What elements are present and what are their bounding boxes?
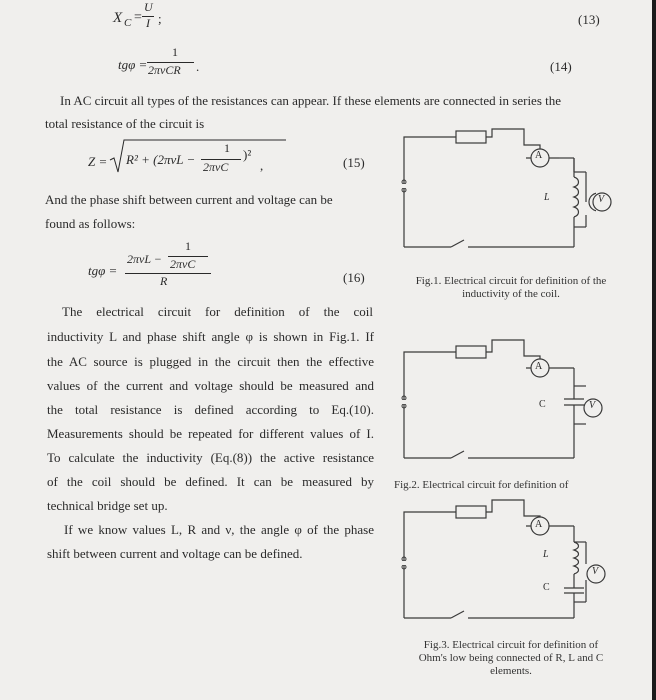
paragraph-line: In AC circuit all types of the resistances can appear. If these elements are connected in series the bbox=[60, 93, 562, 108]
equation-number: (16) bbox=[343, 270, 365, 285]
paragraph-line: total resistance of the circuit is bbox=[45, 116, 205, 131]
equation-number: (13) bbox=[578, 12, 600, 27]
equation-number: (14) bbox=[550, 59, 572, 74]
capacitor-label: C bbox=[539, 399, 546, 410]
inductor-label: L bbox=[543, 549, 549, 560]
circuit-diagram-2 bbox=[396, 336, 606, 466]
paragraph-line: the total resistance is defined according to Eq.(10). bbox=[47, 402, 374, 417]
figure-caption: Fig.2. Electrical circuit for definition of bbox=[394, 479, 569, 491]
paragraph-line: If we know values L, R and ν, the angle φ of the phase bbox=[64, 522, 374, 537]
voltmeter-label: V bbox=[589, 400, 596, 411]
paragraph-line: The electrical circuit for definition of the coil bbox=[62, 304, 373, 319]
paragraph-line: To calculate the inductivity (Eq.(8)) the active resistance bbox=[47, 450, 374, 465]
inductor-label: L bbox=[544, 192, 550, 203]
circuit-diagram-1 bbox=[396, 127, 596, 257]
paragraph-line: And the phase shift between current and voltage can be bbox=[45, 192, 333, 207]
ammeter-label: A bbox=[535, 519, 543, 530]
voltmeter-label: V bbox=[592, 566, 599, 577]
paragraph-line: the AC source is plugged in the circuit then the effective bbox=[47, 354, 374, 369]
figure-caption: Fig.3. Electrical circuit for definition of Ohm's low being connected of R, L and C elements. bbox=[418, 639, 604, 677]
paragraph-line: technical bridge set up. bbox=[47, 498, 168, 513]
circuit-diagram-3 bbox=[396, 498, 606, 628]
paragraph-line: shift between current and voltage can be defined. bbox=[47, 546, 303, 561]
voltmeter-label: V bbox=[598, 194, 605, 205]
figure-caption: Fig.1. Electrical circuit for definition of the inductivity of the coil. bbox=[415, 275, 607, 300]
ammeter-label: A bbox=[535, 150, 543, 161]
paragraph-line: values of the current and voltage should be measured and bbox=[47, 378, 374, 393]
paragraph-line: Measurements should be repeated for different values of I. bbox=[47, 426, 374, 441]
capacitor-label: C bbox=[543, 582, 550, 593]
paragraph-line: inductivity L and phase shift angle φ is shown in Fig.1. If bbox=[47, 329, 374, 344]
equation-number: (15) bbox=[343, 155, 365, 170]
paragraph-line: found as follows: bbox=[45, 216, 136, 231]
page-edge-shadow bbox=[652, 0, 656, 700]
paragraph-line: of the coil should be defined. It can be measured by bbox=[47, 474, 374, 489]
ammeter-label: A bbox=[535, 361, 543, 372]
